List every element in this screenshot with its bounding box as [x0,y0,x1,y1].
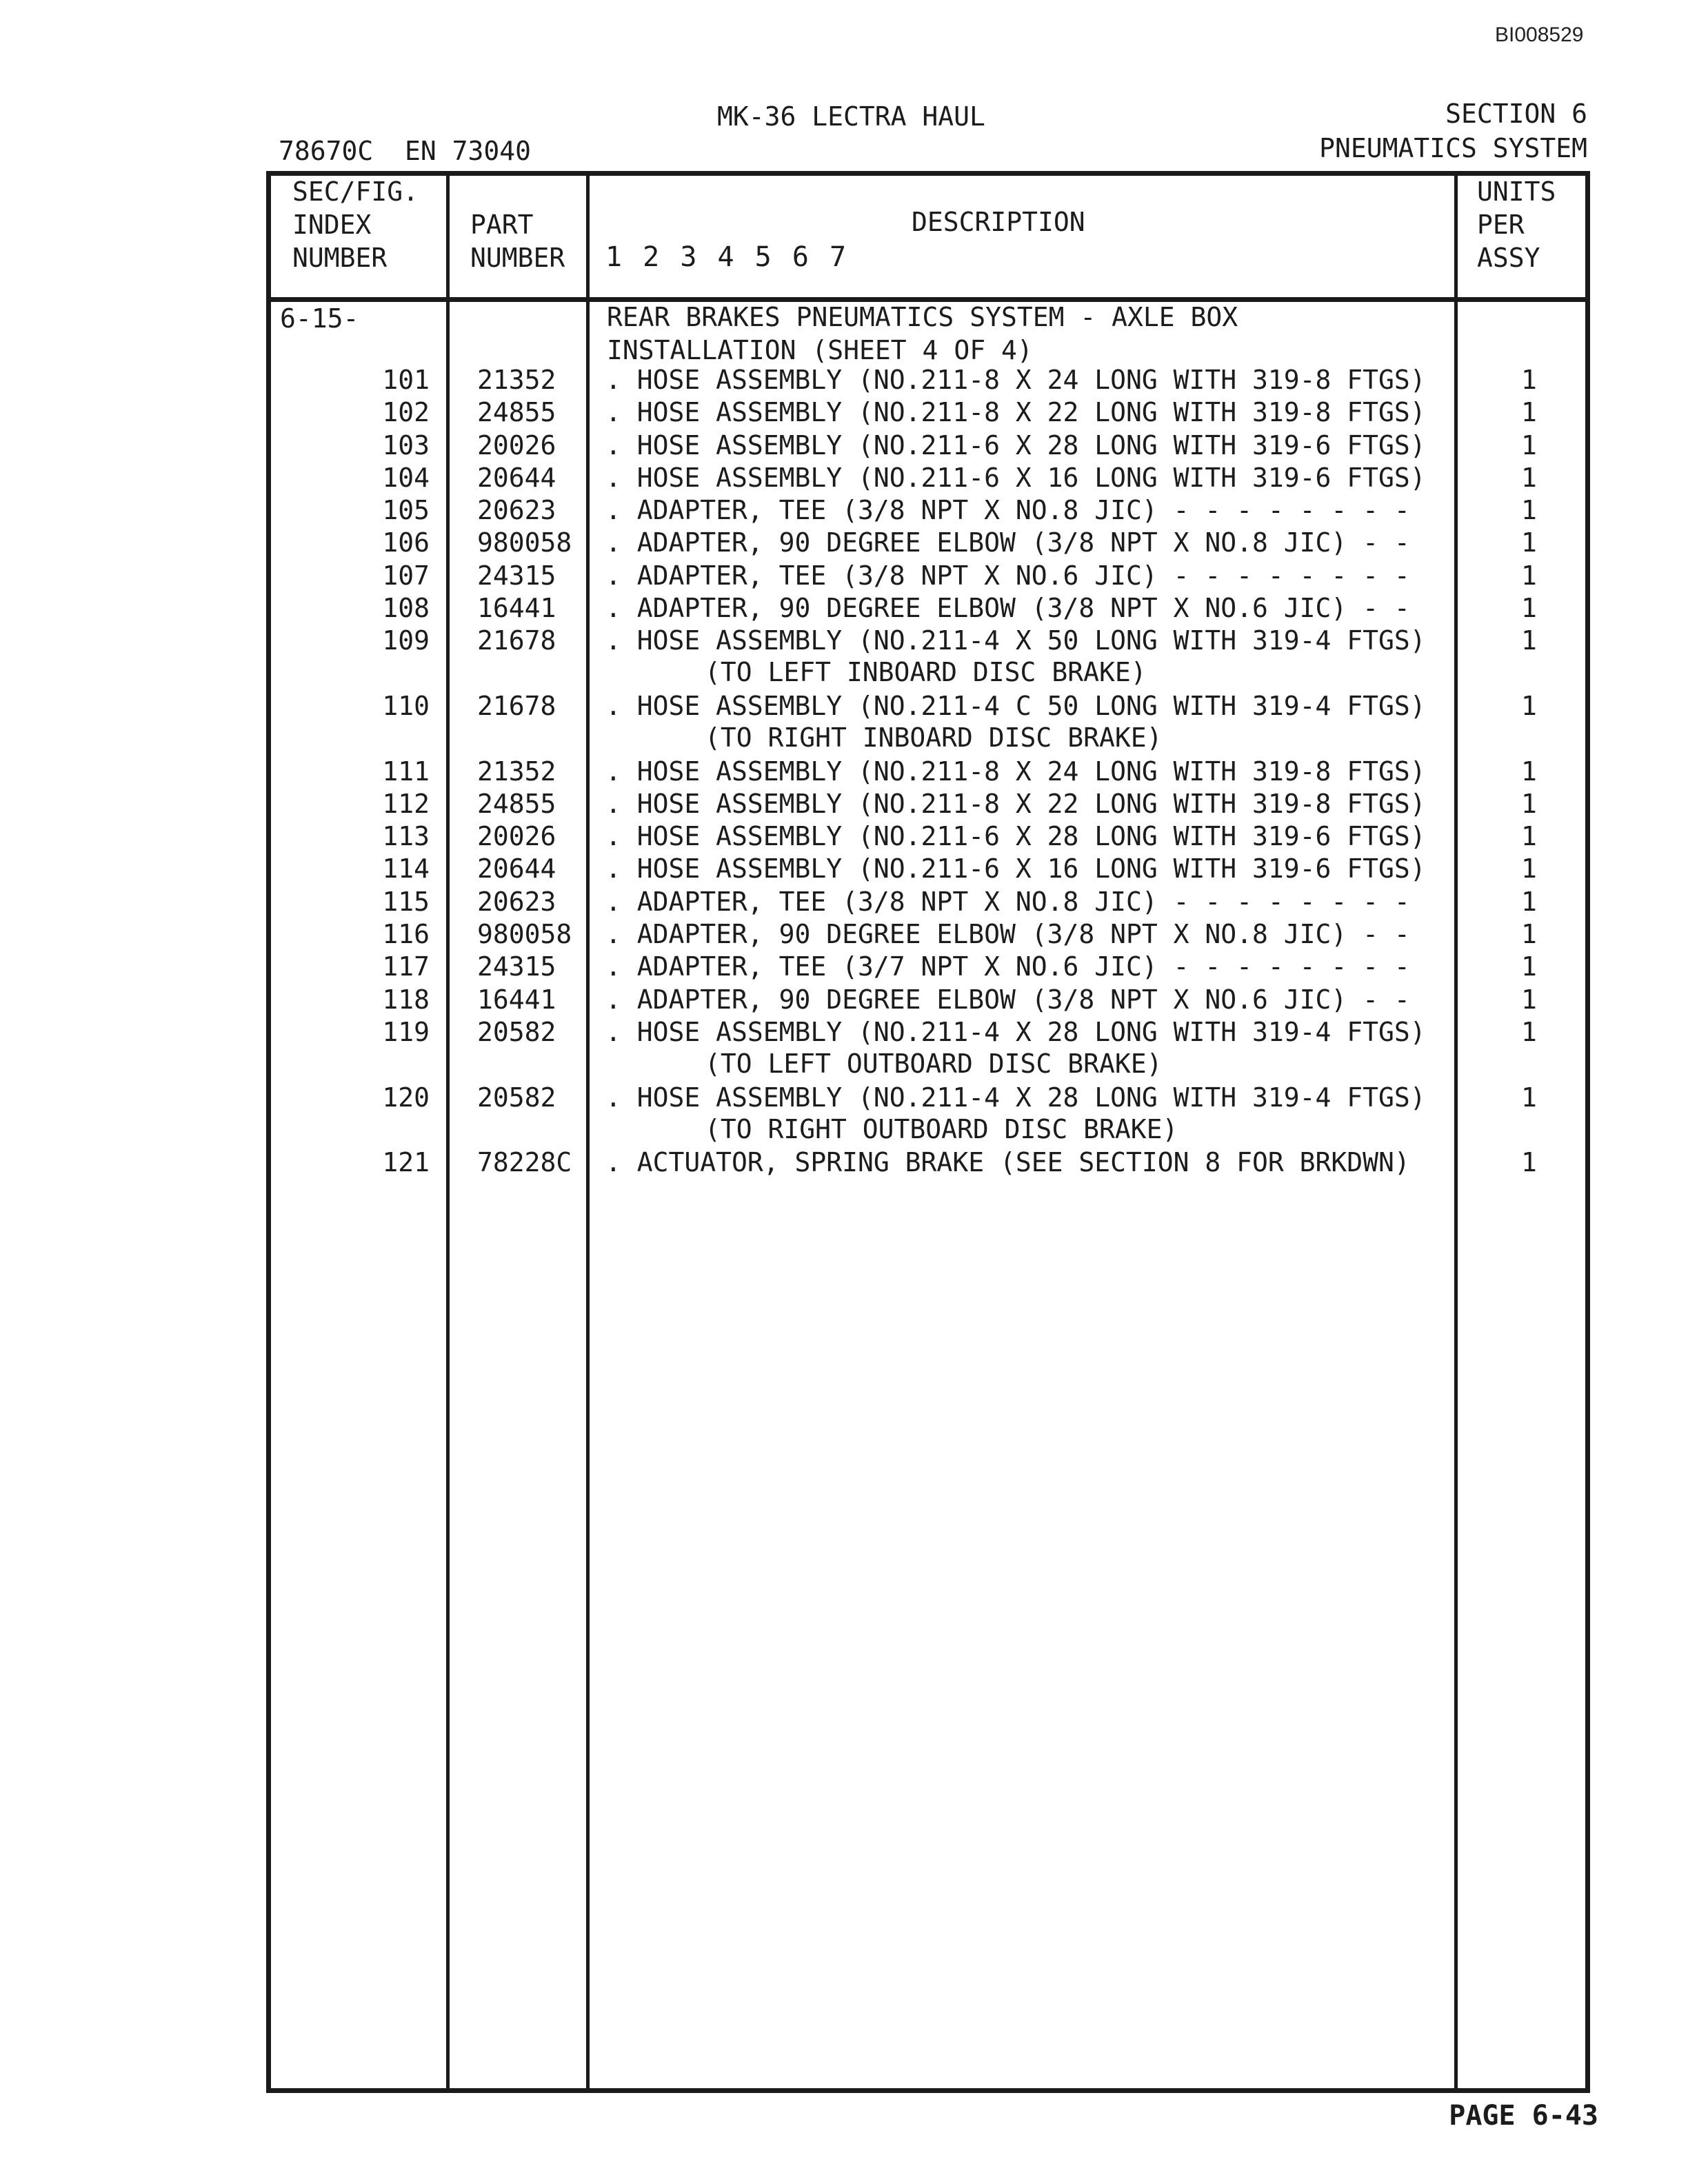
part-number: 20582 [477,1082,556,1113]
part-number: 21678 [477,625,556,656]
part-number: 24855 [477,789,556,819]
part-number: 20644 [477,853,556,884]
part-number: 21352 [477,365,556,395]
part-number: 20582 [477,1017,556,1047]
list-title: REAR BRAKES PNEUMATICS SYSTEM - AXLE BOX INSTALLATION (SHEET 4 OF 4) [607,302,1238,365]
item-description: . ADAPTER, TEE (3/7 NPT X NO.6 JIC) - - - - - - - - [605,951,1410,982]
index-number: 116 [382,919,430,949]
item-description-continuation: (TO RIGHT INBOARD DISC BRAKE) [705,722,1163,753]
part-number: 24315 [477,560,556,591]
part-number: 16441 [477,984,556,1015]
units-per-assembly: 1 [1521,887,1537,917]
item-description: . ADAPTER, 90 DEGREE ELBOW (3/8 NPT X NO.6 JIC) - - [605,984,1410,1015]
units-per-assembly: 1 [1521,463,1537,493]
item-description-continuation: (TO LEFT INBOARD DISC BRAKE) [705,657,1147,687]
item-description: . HOSE ASSEMBLY (NO.211-8 X 22 LONG WITH 319-8 FTGS) [605,397,1426,427]
item-description: . ADAPTER, 90 DEGREE ELBOW (3/8 NPT X NO.8 JIC) - - [605,527,1410,558]
part-number: 16441 [477,593,556,623]
index-number: 106 [382,527,430,558]
units-per-assembly: 1 [1521,560,1537,591]
index-number: 103 [382,430,430,461]
column-divider [586,176,590,2088]
index-number: 119 [382,1017,430,1047]
item-description: . ADAPTER, TEE (3/8 NPT X NO.6 JIC) - - - - - - - - [605,560,1410,591]
units-per-assembly: 1 [1521,365,1537,395]
description-column-header: DESCRIPTION [912,207,1085,237]
figure-reference: 6-15- [280,303,359,334]
item-description: . ACTUATOR, SPRING BRAKE (SEE SECTION 8 FOR BRKDWN) [605,1147,1410,1177]
item-description: . ADAPTER, TEE (3/8 NPT X NO.8 JIC) - - - - - - - - [605,887,1410,917]
item-description-continuation: (TO RIGHT OUTBOARD DISC BRAKE) [705,1114,1178,1144]
column-divider [446,176,450,2088]
part-number-column-header: PART NUMBER [470,210,565,273]
index-number: 120 [382,1082,430,1113]
item-description-continuation: (TO LEFT OUTBOARD DISC BRAKE) [705,1049,1163,1079]
part-number: 980058 [477,527,572,558]
index-number: 104 [382,463,430,493]
units-per-assembly: 1 [1521,691,1537,721]
item-description: . HOSE ASSEMBLY (NO.211-8 X 24 LONG WITH 319-8 FTGS) [605,756,1426,787]
index-number: 102 [382,397,430,427]
index-number: 113 [382,821,430,851]
column-divider [1454,176,1458,2088]
item-description: . HOSE ASSEMBLY (NO.211-6 X 28 LONG WITH 319-6 FTGS) [605,430,1426,461]
part-number: 78228C [477,1147,572,1177]
part-number: 20623 [477,495,556,525]
section-label: SECTION 6 [1445,99,1587,129]
part-number: 21352 [477,756,556,787]
units-per-assembly: 1 [1521,593,1537,623]
units-per-assembly: 1 [1521,397,1537,427]
item-description: . HOSE ASSEMBLY (NO.211-6 X 28 LONG WITH 319-6 FTGS) [605,821,1426,851]
page-number: PAGE 6-43 [1449,2100,1598,2132]
index-number: 105 [382,495,430,525]
index-number: 111 [382,756,430,787]
item-description: . HOSE ASSEMBLY (NO.211-4 X 28 LONG WITH 319-4 FTGS) [605,1017,1426,1047]
item-description: . HOSE ASSEMBLY (NO.211-4 X 50 LONG WITH 319-4 FTGS) [605,625,1426,656]
index-number: 114 [382,853,430,884]
units-per-assembly: 1 [1521,951,1537,982]
item-description: . ADAPTER, 90 DEGREE ELBOW (3/8 NPT X NO.6 JIC) - - [605,593,1410,623]
item-description: . HOSE ASSEMBLY (NO.211-6 X 16 LONG WITH 319-6 FTGS) [605,463,1426,493]
publication-number: 78670C EN 73040 [279,136,532,166]
part-number: 21678 [477,691,556,721]
part-number: 20026 [477,430,556,461]
units-per-assembly: 1 [1521,821,1537,851]
part-number: 20026 [477,821,556,851]
index-number: 108 [382,593,430,623]
units-per-assembly: 1 [1521,527,1537,558]
item-description: . HOSE ASSEMBLY (NO.211-8 X 24 LONG WITH 319-8 FTGS) [605,365,1426,395]
index-number: 118 [382,984,430,1015]
index-number: 115 [382,887,430,917]
document-id: BI008529 [1495,23,1584,46]
index-number: 109 [382,625,430,656]
index-number: 121 [382,1147,430,1177]
item-description: . HOSE ASSEMBLY (NO.211-4 X 28 LONG WITH 319-4 FTGS) [605,1082,1426,1113]
units-per-assembly: 1 [1521,1147,1537,1177]
part-number: 24855 [477,397,556,427]
index-number: 101 [382,365,430,395]
units-per-assembly: 1 [1521,495,1537,525]
index-number: 110 [382,691,430,721]
units-per-assembly: 1 [1521,1017,1537,1047]
units-per-assembly: 1 [1521,430,1537,461]
item-description: . HOSE ASSEMBLY (NO.211-4 C 50 LONG WITH 319-4 FTGS) [605,691,1426,721]
units-per-assembly: 1 [1521,984,1537,1015]
page-title: MK-36 LECTRA HAUL [717,101,985,132]
units-per-assembly: 1 [1521,1082,1537,1113]
index-number: 117 [382,951,430,982]
index-column-header: SEC/FIG. INDEX NUMBER [292,176,419,273]
part-number: 20644 [477,463,556,493]
item-description: . ADAPTER, TEE (3/8 NPT X NO.8 JIC) - - - - - - - - [605,495,1410,525]
units-per-assembly: 1 [1521,789,1537,819]
units-per-assembly: 1 [1521,853,1537,884]
item-description: . HOSE ASSEMBLY (NO.211-6 X 16 LONG WITH 319-6 FTGS) [605,853,1426,884]
indent-level-numbers: 1 2 3 4 5 6 7 [605,241,849,273]
units-per-assembly: 1 [1521,919,1537,949]
index-number: 107 [382,560,430,591]
part-number: 24315 [477,951,556,982]
part-number: 20623 [477,887,556,917]
index-number: 112 [382,789,430,819]
units-column-header: UNITS PER ASSY [1477,176,1556,273]
units-per-assembly: 1 [1521,756,1537,787]
units-per-assembly: 1 [1521,625,1537,656]
part-number: 980058 [477,919,572,949]
system-name: PNEUMATICS SYSTEM [1319,133,1587,163]
item-description: . HOSE ASSEMBLY (NO.211-8 X 22 LONG WITH 319-8 FTGS) [605,789,1426,819]
item-description: . ADAPTER, 90 DEGREE ELBOW (3/8 NPT X NO.8 JIC) - - [605,919,1410,949]
